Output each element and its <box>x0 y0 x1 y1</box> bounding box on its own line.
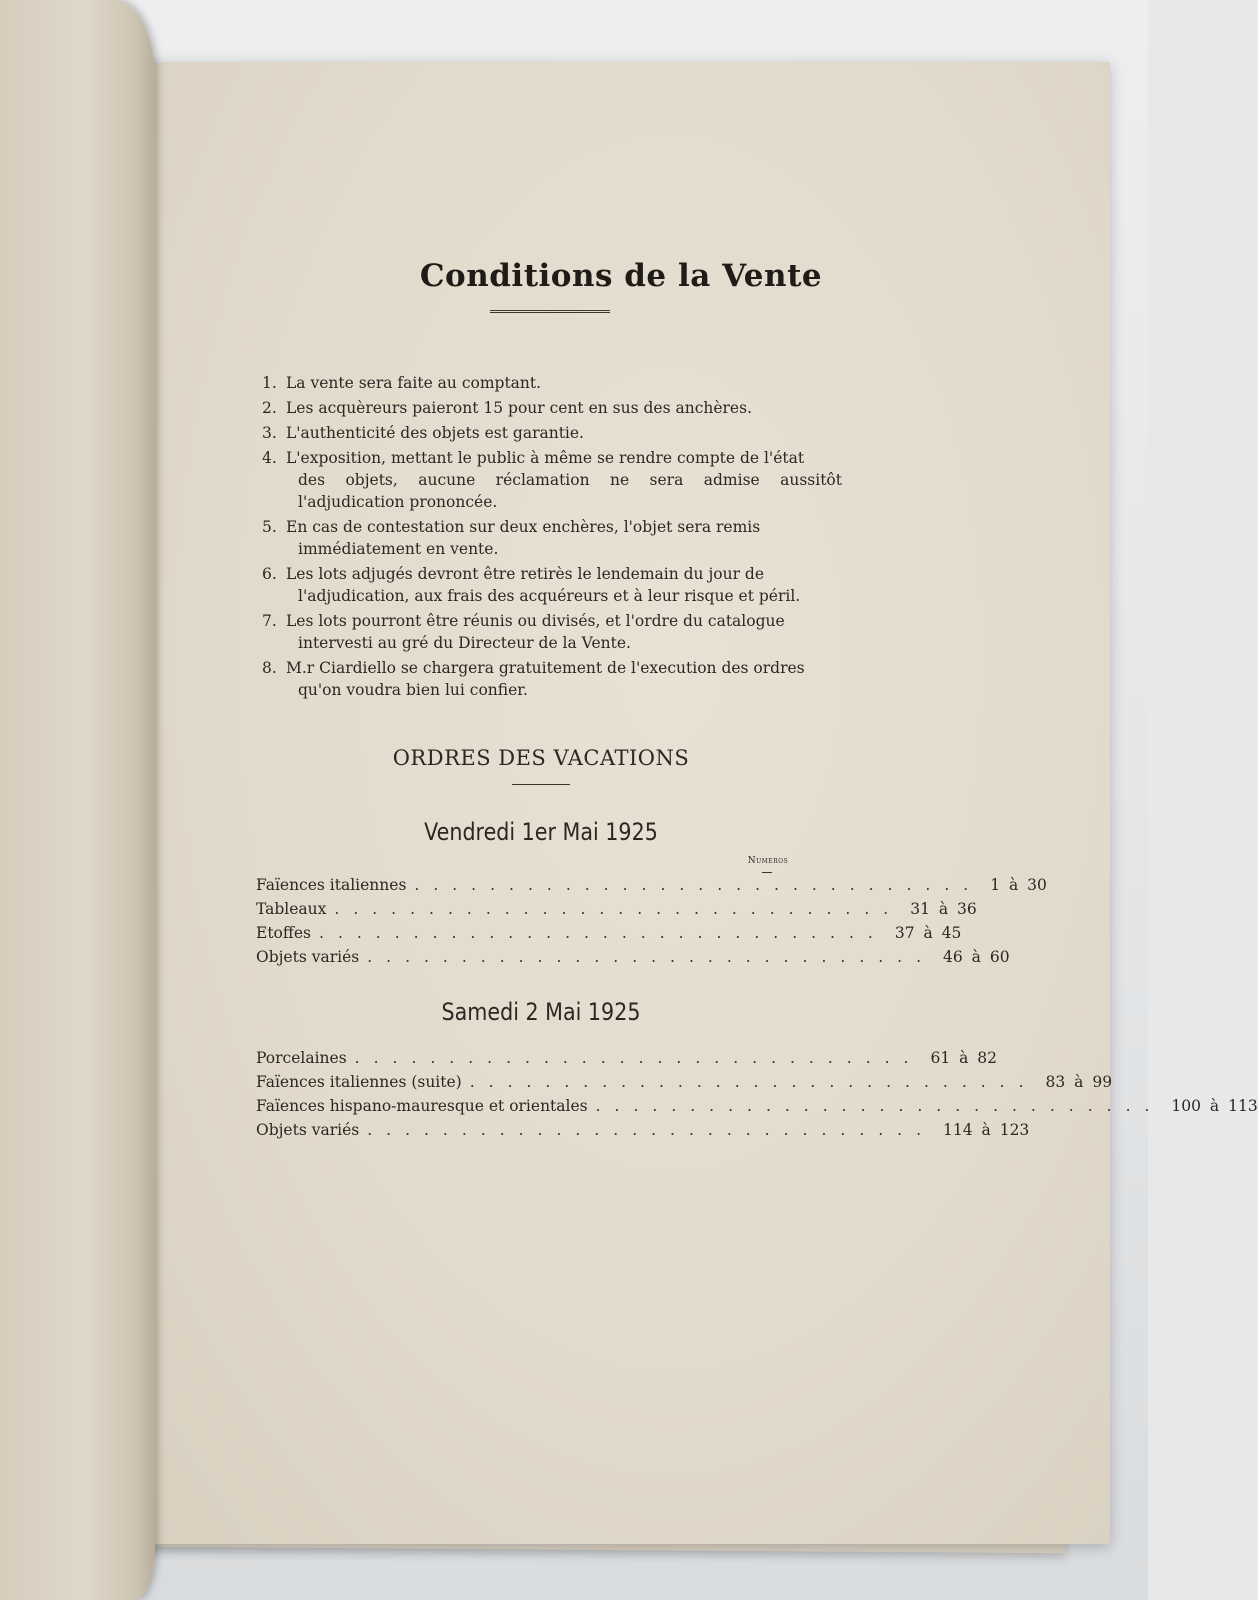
lot-range: 83 à 99 <box>1045 1073 1113 1091</box>
lot-range: 1 à 30 <box>990 876 1047 894</box>
condition-number: 1. <box>262 374 277 392</box>
condition-number: 3. <box>262 424 277 442</box>
lot-range: 37 à 45 <box>894 924 962 942</box>
title-divider <box>490 310 610 313</box>
day-heading-saturday: Samedi 2 Mai 1925 <box>441 998 641 1026</box>
condition-text: Les lots pourront être réunis ou divisés, et l'ordre du catalogue <box>286 612 785 630</box>
lot-range: 31 à 36 <box>910 900 977 918</box>
condition-number: 8. <box>262 659 277 677</box>
lot-range: 46 à 60 <box>943 948 1010 966</box>
condition-text-continued: des objets, aucune réclamation ne sera admise aussitôt l'adjudication prononcée. <box>298 471 842 511</box>
condition-text: L'authenticité des objets est garantie. <box>286 424 584 442</box>
day-heading-friday: Vendredi 1er Mai 1925 <box>424 818 658 846</box>
condition-item <box>262 516 842 560</box>
section-divider <box>512 784 570 785</box>
friday-lots-table <box>256 876 1047 972</box>
table-row <box>256 900 977 924</box>
table-row <box>256 948 1010 972</box>
condition-number: 2. <box>262 399 277 417</box>
lot-range: 114 à 123 <box>943 1121 1030 1139</box>
saturday-lots-table <box>256 1049 1258 1145</box>
lot-category: Faïences italiennes (suite) <box>256 1073 462 1091</box>
condition-item <box>262 610 842 654</box>
lot-category: Objets variés <box>256 948 360 966</box>
leader-dots: .............................. <box>367 1121 936 1139</box>
condition-item <box>262 657 842 701</box>
condition-number: 6. <box>262 565 277 583</box>
table-row <box>256 1073 1113 1097</box>
condition-number: 4. <box>262 449 277 467</box>
numbers-column-header: Numeros <box>747 856 789 866</box>
leader-dots: .............................. <box>414 876 983 894</box>
condition-number: 7. <box>262 612 277 630</box>
condition-item <box>262 397 842 419</box>
condition-item <box>262 447 842 513</box>
condition-text-continued: qu'on voudra bien lui confier. <box>298 681 528 699</box>
leader-dots: .............................. <box>367 948 936 966</box>
condition-text-continued: immédiatement en vente. <box>298 540 499 558</box>
lot-category: Porcelaines <box>256 1049 347 1067</box>
leader-dots: .............................. <box>319 924 887 942</box>
leader-dots: .............................. <box>595 1097 1164 1115</box>
leader-dots: .............................. <box>354 1049 923 1067</box>
lot-category: Objets variés <box>256 1121 360 1139</box>
condition-item <box>262 563 842 607</box>
lot-category: Faïences italiennes <box>256 876 407 894</box>
table-row <box>256 924 962 948</box>
table-row <box>256 1097 1258 1121</box>
lot-category: Faïences hispano-mauresque et orientales <box>256 1097 588 1115</box>
condition-text-continued: intervesti au gré du Directeur de la Vente. <box>298 634 631 652</box>
condition-number: 5. <box>262 518 277 536</box>
condition-text-continued: l'adjudication, aux frais des acquéreurs et à leur risque et péril. <box>298 587 801 605</box>
page-title: Conditions de la Vente <box>419 258 823 294</box>
leader-dots: .............................. <box>469 1073 1038 1091</box>
lot-range: 61 à 82 <box>930 1049 998 1067</box>
condition-item <box>262 422 842 444</box>
table-row <box>256 1049 998 1073</box>
condition-text: La vente sera faite au comptant. <box>286 374 542 392</box>
condition-item <box>262 372 842 394</box>
page-content <box>132 62 1258 1544</box>
condition-text: Les lots adjugés devront être retirès le lendemain du jour de <box>286 565 765 583</box>
table-row <box>256 876 1047 900</box>
condition-text: En cas de contestation sur deux enchères, l'objet sera remis <box>286 518 761 536</box>
column-header-rule <box>762 872 772 873</box>
lot-range: 100 à 113 <box>1171 1097 1258 1115</box>
condition-text: Les acquèreurs paieront 15 pour cent en sus des anchères. <box>286 399 752 417</box>
conditions-list <box>262 372 842 704</box>
condition-text: L'exposition, mettant le public à même se rendre compte de l'état <box>286 449 805 467</box>
condition-text: M.r Ciardiello se chargera gratuitement de l'execution des ordres <box>286 659 805 677</box>
vacations-heading: ORDRES DES VACATIONS <box>392 746 690 770</box>
leader-dots: .............................. <box>334 900 903 918</box>
lot-category: Etoffes <box>256 924 312 942</box>
lot-category: Tableaux <box>256 900 327 918</box>
table-row <box>256 1121 1030 1145</box>
